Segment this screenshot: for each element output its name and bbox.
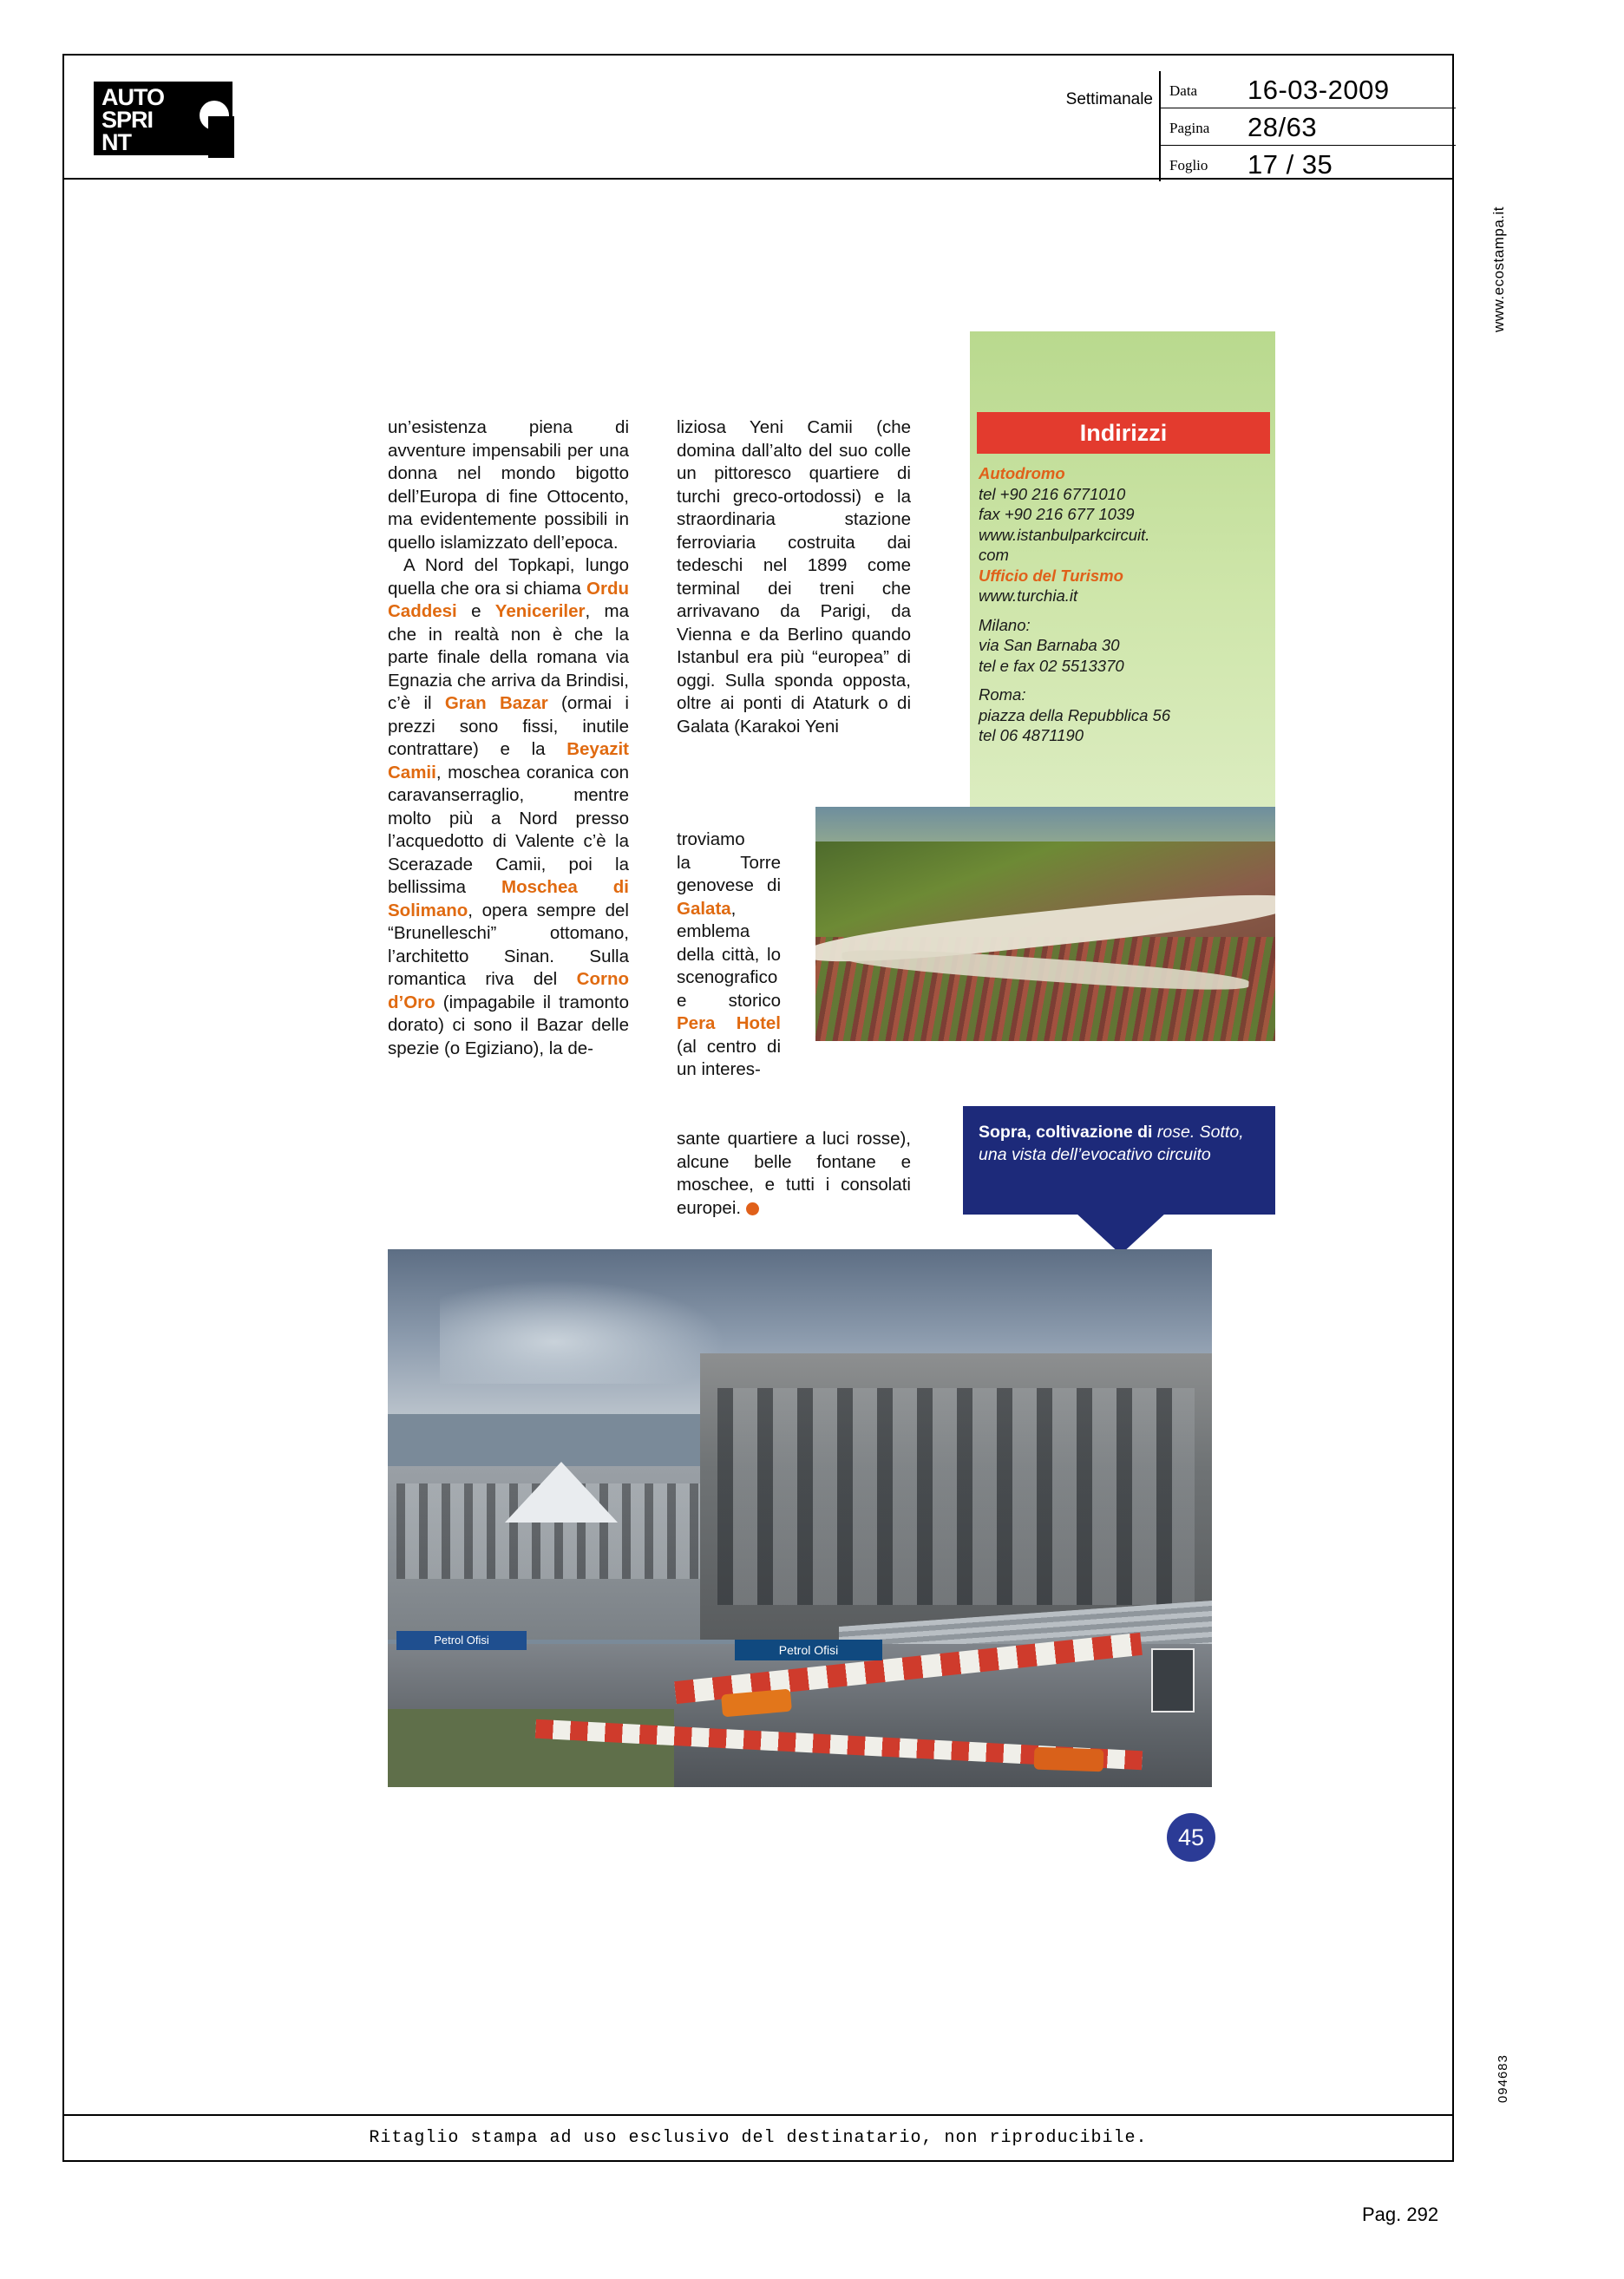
paragraph-2: A Nord del Topkapi, lungo quella che ora si chiama Ordu Caddesi e Yeniceriler, ma che in realtà non è che la parte finale della romana via Egnazia che arriva da Brindisi, c’è il Gran Bazar (ormai i prezzi sono fissi, inutile contrattare) e la Beyazit Camii, moschea coranica con caravanserraglio, mentre molto più a Nord presso l’acquedotto di Valente c’è la Scerazade Camii, poi la bellissima Moschea di Solimano, opera sempre del “Brunelleschi” ottomano, l’architetto Sinan. Sulla romantica riva del Corno d’Oro (impagabile il tramonto dorato) ci sono il Bazar delle spezie (o Egiziano), la de- [388, 555, 630, 1058]
address-line-milano-1: via San Barnaba 30 [979, 636, 1120, 654]
photo-circuit-grass [388, 1709, 674, 1787]
highlight-galata: Galata [677, 898, 731, 919]
photo-circuit-ad-2: Petrol Ofisi [735, 1640, 882, 1660]
logo-line-1: AUTO [102, 84, 165, 110]
addresses-title-bar [977, 412, 1270, 454]
ecostampa-url: www.ecostampa.it [1490, 206, 1507, 332]
photo-circuit-cloud [440, 1280, 726, 1384]
address-name-roma: Roma: [979, 685, 1026, 704]
address-line-autodromo-4: com [979, 546, 1009, 564]
address-name-autodromo: Autodromo [979, 464, 1065, 482]
addresses-title: Indirizzi [1079, 420, 1168, 446]
caption-bold: Sopra, coltivazione di [979, 1123, 1153, 1142]
logo-line-3: NT [102, 129, 131, 155]
highlight-pera-hotel: Pera Hotel [677, 1013, 781, 1033]
photo-circuit-car-2 [1034, 1747, 1104, 1772]
footer-page-label: Pag. 292 [1362, 2204, 1439, 2225]
logo-line-2: SPRI [102, 107, 154, 133]
address-line-milano-2: tel e fax 02 5513370 [979, 656, 1124, 675]
highlight-beyazit-camii: Beyazit Camii [388, 739, 629, 783]
addresses-content [979, 463, 1239, 746]
footer-strip [62, 2114, 1454, 2164]
meta-value-pagina: 28/63 [1247, 112, 1318, 142]
article-column-2-bottom: sante quartiere a luci rosse), alcune belle fontane e moschee, e tutti i consolati europei. [677, 1129, 911, 1218]
caption-rest: rose. Sotto, una vista dell’evocativo circuito [979, 1123, 1244, 1164]
photo-circuit-building-windows [717, 1388, 1195, 1605]
photo-caption-arrow [1076, 1213, 1166, 1254]
meta-value-data: 16-03-2009 [1247, 75, 1390, 105]
article-column-2-narrow: troviamo la Torre genovese di Galata, emblema della città, lo scenografico e storico Pera Hotel (al centro di un interes- [677, 829, 781, 1079]
footer-notice: Ritaglio stampa ad uso esclusivo del destinatario, non riproducibile. [369, 2128, 1148, 2148]
address-line-roma-2: tel 06 4871190 [979, 726, 1084, 744]
clipping-header [62, 54, 1454, 180]
address-line-roma-1: piazza della Repubblica 56 [979, 705, 1171, 724]
highlight-gran-bazar: Gran Bazar [444, 693, 548, 713]
photo-circuit [388, 1249, 1212, 1787]
photo-circuit-marshal-post [1151, 1648, 1195, 1713]
autosprint-logo [94, 82, 232, 155]
address-line-autodromo-1: tel +90 216 6771010 [979, 484, 1126, 503]
address-line-autodromo-3[interactable]: www.istanbulparkcircuit. [979, 525, 1150, 544]
meta-row-foglio [1161, 146, 1456, 182]
address-line-turismo-1[interactable]: www.turchia.it [979, 586, 1078, 605]
meta-label-data: Data [1169, 82, 1198, 99]
highlight-yeniceriler: Yeniceriler [494, 601, 586, 621]
article-column-1 [388, 416, 629, 1060]
photo-caption-text [979, 1121, 1256, 1166]
highlight-moschea-solimano: Moschea di Solimano [388, 877, 629, 920]
address-name-turismo: Ufficio del Turismo [979, 566, 1123, 585]
meta-box [1159, 71, 1456, 181]
photo-circuit-ad-1: Petrol Ofisi [396, 1631, 527, 1650]
address-line-autodromo-2: fax +90 216 677 1039 [979, 505, 1135, 523]
paragraph-1: un’esistenza piena di avventure impensabili per una donna nel mondo bigotto dell’Europa di fine Ottocento, ma evidentemente possibili in quello islamizzato dell’epoca. [388, 417, 629, 553]
periodicity-label: Settimanale [1065, 90, 1153, 108]
meta-value-foglio: 17 / 35 [1247, 149, 1333, 180]
meta-row-pagina [1161, 108, 1456, 146]
meta-label-foglio: Foglio [1169, 157, 1208, 174]
article-column-2-top: liziosa Yeni Camii (che domina dall’alto del suo colle un pittoresco quartiere di turchi greco-ortodossi) e la straordinaria stazione ferroviaria costruita dai tedeschi nel 1899 come terminal dei treni che arrivavano da Parigi, da Vienna e da Berlino quando Istanbul era più “europea” di oggi. Sulla sponda opposta, oltre ai ponti di Ataturk o di Galata (Karakoi Yeni [677, 417, 911, 737]
clipping-code: 094683 [1496, 2054, 1510, 2104]
page-number-badge: 45 [1167, 1813, 1215, 1862]
photo-rose-field [815, 807, 1275, 1041]
end-of-article-dot [746, 1202, 759, 1215]
highlight-ordu-caddesi: Ordu Caddesi [388, 578, 629, 621]
logo-cut [208, 116, 234, 158]
address-name-milano: Milano: [979, 615, 1031, 634]
meta-row-data [1161, 71, 1456, 108]
meta-label-pagina: Pagina [1169, 120, 1210, 136]
highlight-corno-doro: Corno d’Oro [388, 969, 629, 1012]
